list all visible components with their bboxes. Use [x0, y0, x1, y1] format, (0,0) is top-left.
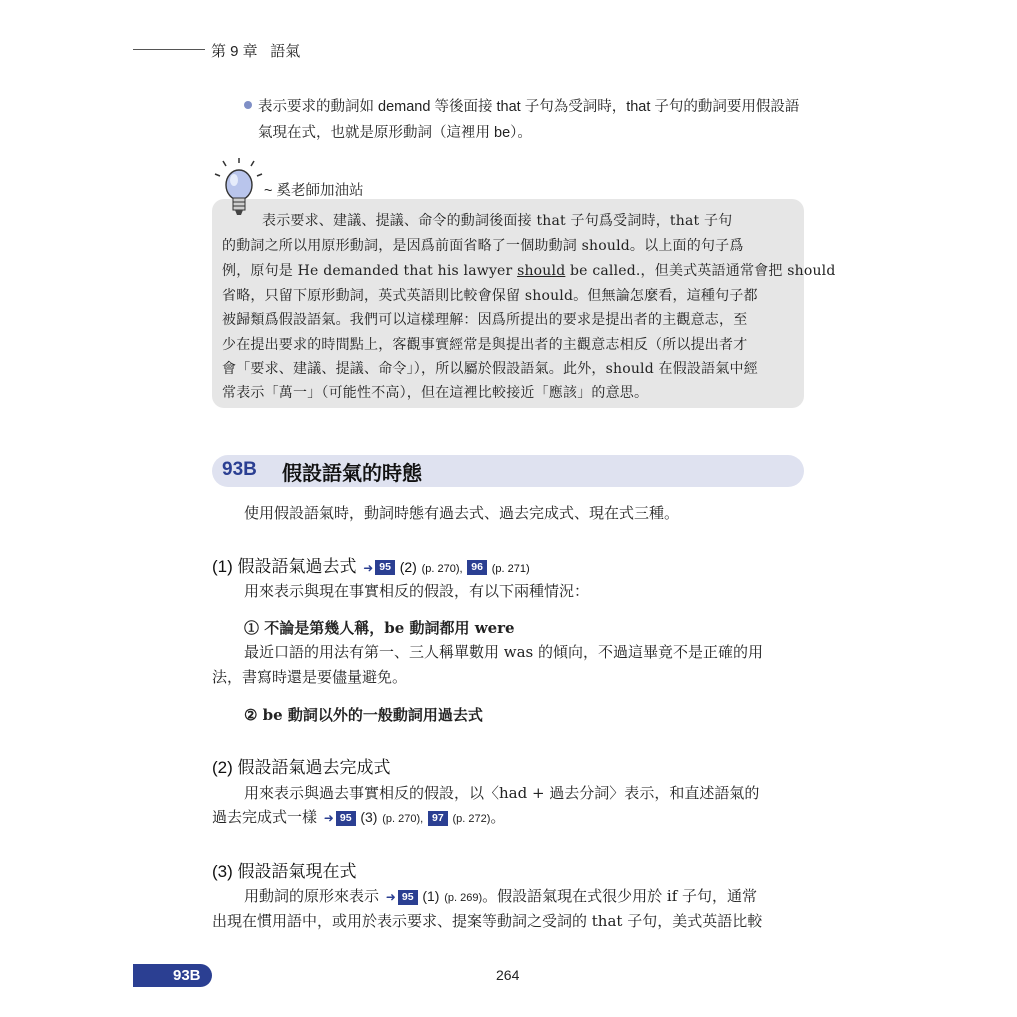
- sub2-line-2: [212, 806, 505, 827]
- ref-page: (p. 270),: [421, 563, 463, 575]
- arrow-right-icon: ➜: [323, 811, 334, 825]
- ref-badge[interactable]: 95: [375, 560, 395, 575]
- sub2-line-2-end: 。: [490, 808, 506, 826]
- sub1-heading-text: (1) 假設語氣過去式: [212, 557, 357, 576]
- sub2-line-1: 用來表示與過去事實相反的假設，以〈had + 過去分詞〉表示，和直述語氣的: [244, 784, 760, 802]
- sub1-point-2: ② be 動詞以外的一般動詞用過去式: [244, 706, 483, 724]
- sub1-heading: [212, 552, 530, 577]
- ref-page: (p. 272): [452, 813, 491, 825]
- lightbulb-icon: [214, 158, 266, 224]
- tip-line-3-end: be called.，但美式英語通常會把 should: [565, 263, 836, 279]
- tip-line-2: 的動詞之所以用原形動詞，是因爲前面省略了一個助動詞 should。以上面的句子爲: [222, 238, 744, 254]
- sub3-line-1-start: 用動詞的原形來表示: [244, 887, 380, 905]
- tip-underlined-word: should: [517, 263, 566, 279]
- sub3-line-1: [244, 885, 757, 906]
- page-number: 264: [496, 967, 520, 983]
- tip-title-text: 奚老師加油站: [276, 183, 364, 199]
- sub3-line-2: 出現在慣用語中，或用於表示要求、提案等動詞之受詞的 that 子句，美式英語比較: [212, 912, 763, 930]
- tip-line-4: 省略，只留下原形動詞，英式英語則比較會保留 should。但無論怎麼看，這種句子都: [222, 288, 758, 304]
- header-rule: [133, 49, 205, 50]
- sub3-line-1-end: 。假設語氣現在式很少用於 if 子句，通常: [482, 887, 758, 905]
- tip-line-6: 少在提出要求的時間點上，客觀事實經常是與提出者的主觀意志相反（所以提出者才: [222, 337, 748, 353]
- bullet-line-1: 表示要求的動詞如 demand 等後面接 that 子句為受詞時，that 子句的動詞要用假設語: [258, 99, 800, 115]
- chapter-number: 第 9 章: [211, 43, 258, 60]
- sub2-heading: (2) 假設語氣過去完成式: [212, 758, 391, 777]
- chapter-title: 語氣: [270, 43, 301, 60]
- section-code: 93B: [222, 459, 257, 480]
- tip-line-7: 會「要求、建議、提議、命令」），所以屬於假設語氣。此外，should 在假設語氣中經: [222, 361, 758, 377]
- tip-line-3: [222, 260, 836, 280]
- sub1-point-1-line-1: 最近口語的用法有第一、三人稱單數用 was 的傾向，不過這畢竟不是正確的用: [244, 643, 764, 661]
- sub1-point-1-line-2: 法，書寫時還是要儘量避免。: [212, 668, 408, 686]
- ref-page: (p. 269): [444, 892, 483, 904]
- footer-section-code: 93B: [173, 967, 201, 984]
- ref-badge[interactable]: 95: [398, 890, 418, 905]
- ref-subitem: (2): [399, 559, 417, 575]
- sub3-heading: (3) 假設語氣現在式: [212, 862, 357, 881]
- section-title: 假設語氣的時態: [282, 461, 422, 485]
- tip-line-3-start: 例，原句是 He demanded that his lawyer: [222, 263, 518, 279]
- ref-subitem: (3): [360, 809, 378, 825]
- ref-subitem: (1): [422, 888, 440, 904]
- tip-line-1: 表示要求、建議、提議、命令的動詞後面接 that 子句爲受詞時，that 子句: [262, 213, 733, 229]
- running-header: [211, 40, 300, 61]
- tip-line-8: 常表示「萬一」（可能性不高），但在這裡比較接近「應該」的意思。: [222, 385, 649, 401]
- ref-page: (p. 270),: [382, 813, 424, 825]
- arrow-right-icon: ➜: [363, 560, 374, 575]
- sub2-line-2-start: 過去完成式一樣: [212, 808, 318, 826]
- ref-badge[interactable]: 96: [467, 560, 487, 575]
- bullet-line-2: 氣現在式，也就是原形動詞（這裡用 be）。: [258, 125, 532, 141]
- tip-title: ~ 奚老師加油站: [264, 183, 364, 199]
- ref-badge[interactable]: 97: [428, 811, 448, 826]
- sub1-point-1: ① 不論是第幾人稱，be 動詞都用 were: [244, 619, 515, 637]
- ref-badge[interactable]: 95: [336, 811, 356, 826]
- arrow-right-icon: ➜: [385, 890, 396, 904]
- tip-line-5: 被歸類爲假設語氣。我們可以這樣理解：因爲所提出的要求是提出者的主觀意志，至: [222, 312, 748, 328]
- sub1-description: 用來表示與現在事實相反的假設，有以下兩種情況：: [244, 582, 590, 600]
- ref-page: (p. 271): [491, 563, 530, 575]
- section-intro: 使用假設語氣時，動詞時態有過去式、過去完成式、現在式三種。: [244, 504, 680, 522]
- bullet-dot: [244, 101, 252, 109]
